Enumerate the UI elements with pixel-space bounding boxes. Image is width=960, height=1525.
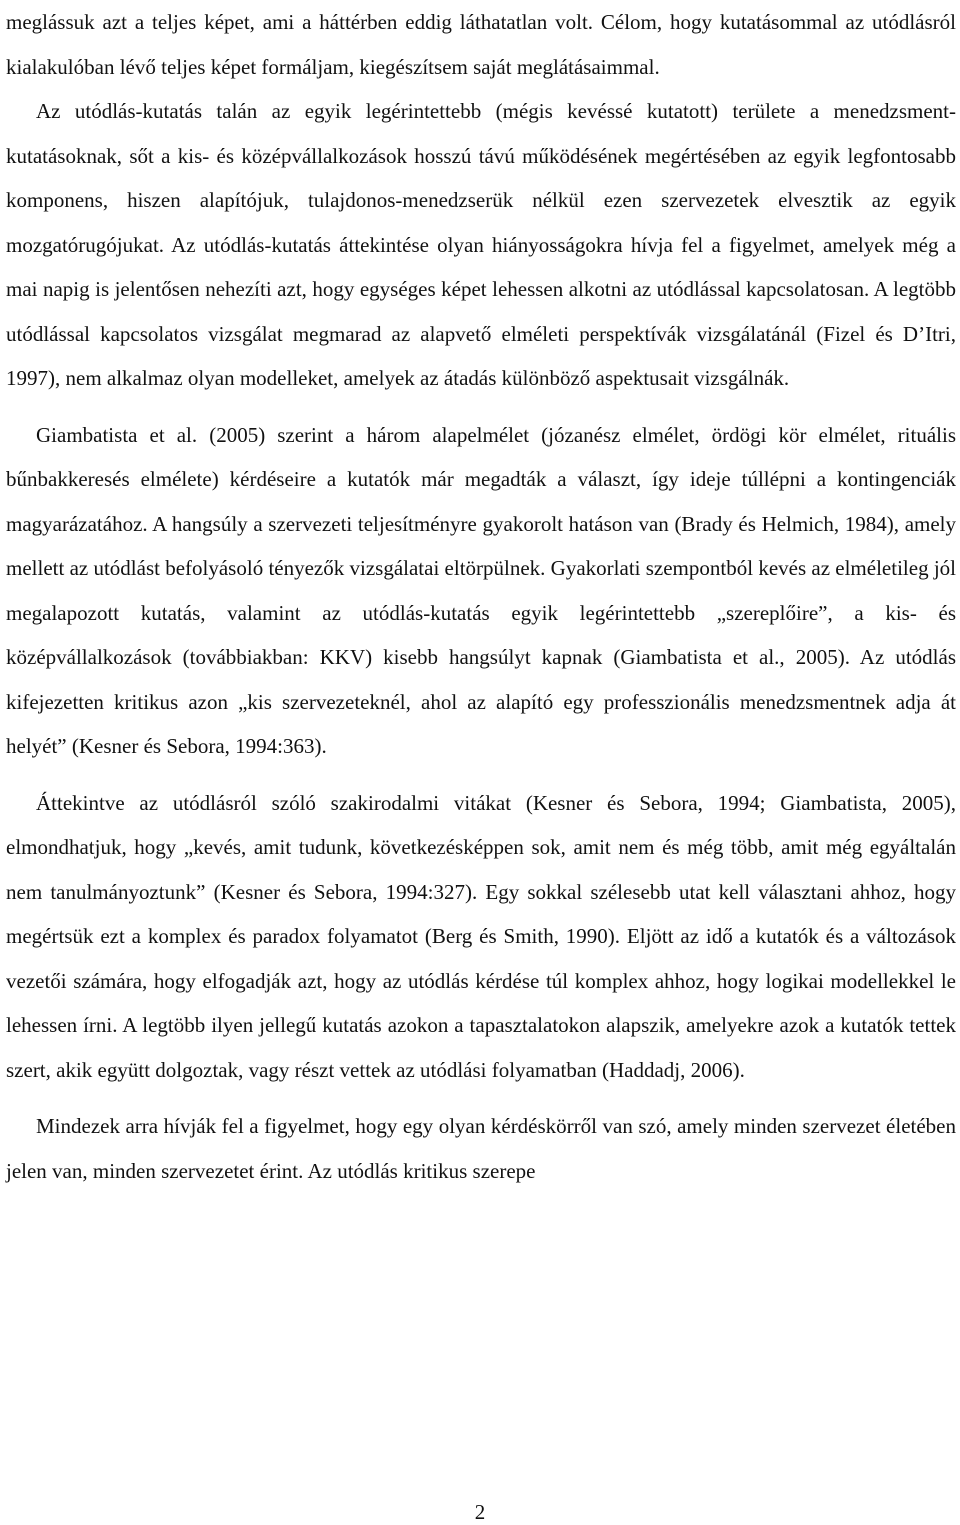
paragraph-giambatista: Giambatista et al. (2005) szerint a három alapelmélet (józanész elmélet, ördögi kör elmélet, rituális bűnbakkeresés elmélete) kérdéseire a kutatók már megadták a választ, így ideje túllépni a kontingenciák magyarázatához. A hangsúly a szervezeti teljesítményre gyakorolt hatáson van (Brady és Helmich, 1984), amely mellett az utódlást befolyásoló tényezők vizsgálatai eltörpülnek. Gyakorlati szempontból kevés az elméletileg jól megalapozott kutatás, valamint az utódlás-kutatás egyik legérintettebb „szereplőire”, a kis- és középvállalkozások (továbbiakban: KKV) kisebb hangsúlyt kapnak (Giambatista et al., 2005). Az utódlás kifejezetten kritikus azon „kis szervezeteknél, ahol az alapító egy professzionális menedzsmentnek adja át helyét” (Kesner és Sebora, 1994:363). [6,422,956,758]
page-number: 2 [474,1500,486,1524]
paragraph-conclusion: Mindezek arra hívják fel a figyelmet, hogy egy olyan kérdéskörről van szó, amely minden szervezet életében jelen van, minden szervezetet érint. Az utódlás kritikus szerepe [6,1114,956,1183]
document-page [6,0,956,1193]
paragraph-succession-research: Az utódlás-kutatás talán az egyik legérintettebb (mégis kevéssé kutatott) területe a menedzsment-kutatásoknak, sőt a kis- és középvállalkozások hosszú távú működésének megértésében az egyik legfontosabb komponens, hiszen alapítójuk, tulajdonos-menedzserük nélkül ezen szervezetek elvesztik az egyik mozgatórugójukat. Az utódlás-kutatás áttekintése olyan hiányosságokra hívja fel a figyelmet, amelyek még a mai napig is jelentősen nehezíti azt, hogy egységes képet lehessen alkotni az utódlással kapcsolatosan. A legtöbb utódlással kapcsolatos vizsgálat megmarad az alapvető elméleti perspektívák vizsgálatánál (Fizel és D’Itri, 1997), nem alkalmaz olyan modelleket, amelyek az átadás különböző aspektusait vizsgálnák. [6,99,956,390]
paragraph-continuation: meglássuk azt a teljes képet, ami a háttérben eddig láthatatlan volt. Célom, hogy kutatásommal az utódlásról kialakulóban lévő teljes képet formáljam, kiegészítsem saját meglátásaimmal. [6,10,956,79]
paragraph-literature-review: Áttekintve az utódlásról szóló szakirodalmi vitákat (Kesner és Sebora, 1994; Giambatista, 2005), elmondhatjuk, hogy „kevés, amit tudunk, következésképpen sok, amit nem és még több, amit még egyáltalán nem tanulmányoztunk” (Kesner és Sebora, 1994:327). Egy sokkal szélesebb utat kell választani ahhoz, hogy megértsük ezt a komplex és paradox folyamatot (Berg és Smith, 1990). Eljött az idő a kutatók és a változások vezetői számára, hogy elfogadják azt, hogy az utódlás kérdése túl komplex ahhoz, hogy logikai modellekkel le lehessen írni. A legtöbb ilyen jellegű kutatás azokon a tapasztalatokon alapszik, amelyekre azok a kutatók tettek szert, akik együtt dolgoztak, vagy részt vettek az utódlási folyamatban (Haddadj, 2006). [6,790,956,1082]
